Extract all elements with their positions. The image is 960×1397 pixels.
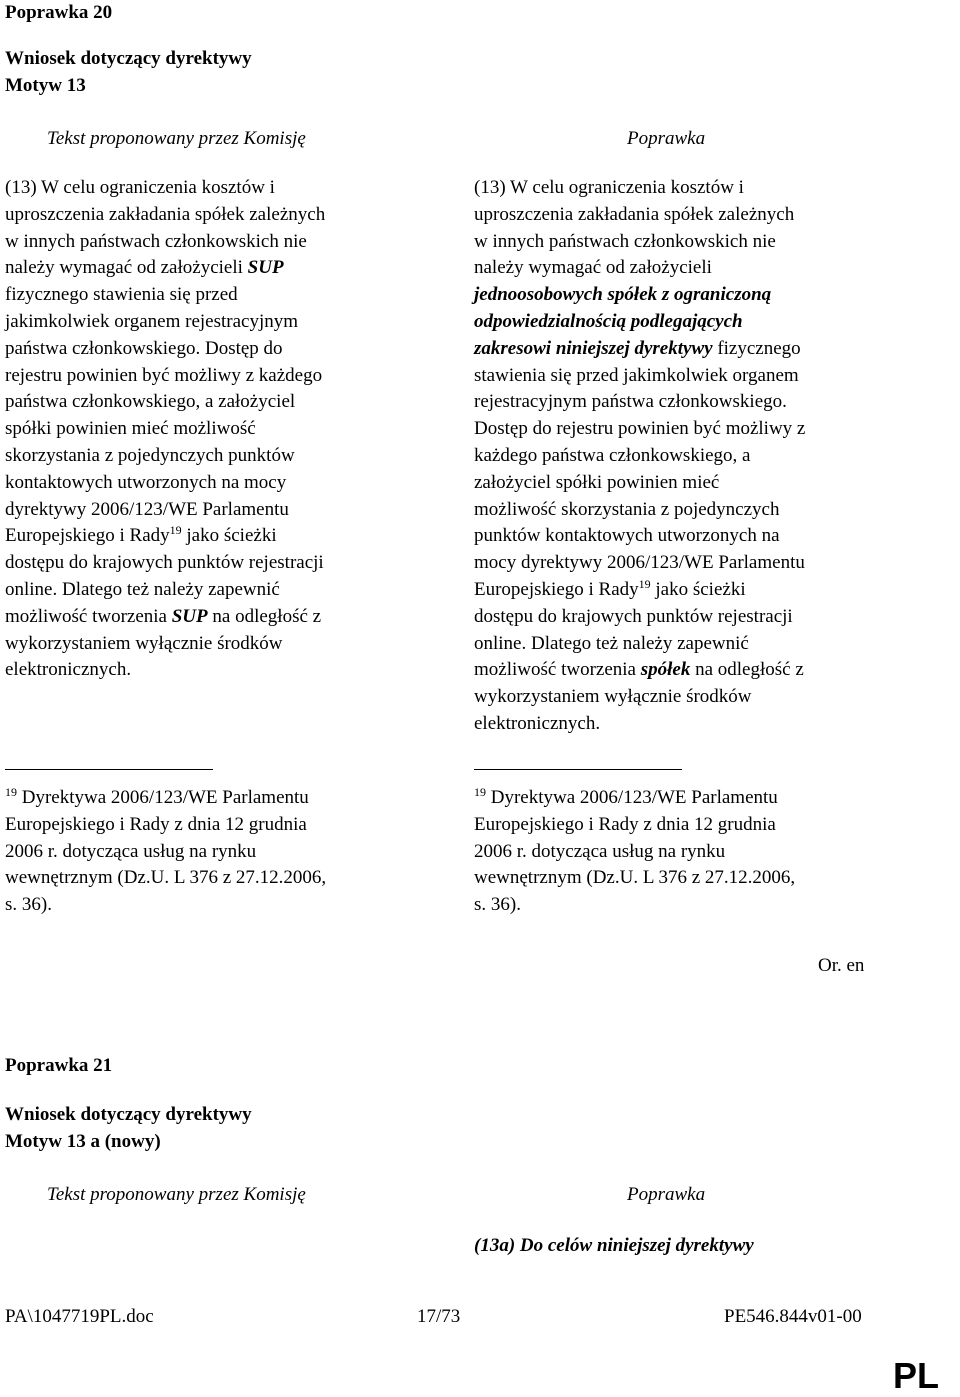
right-column-header: Poprawka	[627, 1184, 706, 1205]
document-reference: PA\1047719PL.doc	[5, 1306, 154, 1327]
text-line: możliwość skorzystania z pojedynczych	[474, 498, 780, 520]
text-line: elektronicznych.	[474, 712, 601, 734]
text-line: w innych państwach członkowskich nie	[474, 230, 776, 252]
text-line: rejestracyjnym państwa członkowskiego.	[474, 391, 787, 413]
footnote-line	[474, 785, 795, 812]
text-span: Dyrektywa 2006/123/WE Parlamentu	[486, 787, 778, 808]
text-line: (13) W celu ograniczenia kosztów i	[5, 177, 275, 198]
text-line: jednoosobowych spółek z ograniczoną	[474, 284, 772, 306]
text-span: Europejskiego i Rady	[474, 578, 639, 600]
text-line: dostępu do krajowych punktów rejestracji	[5, 552, 324, 574]
text-line: elektronicznych.	[5, 659, 132, 681]
text-line: uproszczenia zakładania spółek zależnych	[5, 203, 326, 225]
left-column-header: Tekst proponowany przez Komisję	[47, 128, 306, 149]
pe-reference: PE546.844v01-00	[724, 1306, 862, 1327]
language-code: PL	[893, 1355, 940, 1396]
footnote-ref[interactable]: 19	[638, 576, 651, 591]
text-line: wykorzystaniem wyłącznie środków	[5, 632, 283, 654]
text-span: jako ścieżki	[181, 525, 277, 547]
text-line: rejestru powinien być możliwy z każdego	[5, 364, 323, 386]
footnote-ref[interactable]: 19	[169, 523, 182, 538]
amendment-text	[474, 175, 805, 738]
footnote-line: 2006 r. dotycząca usług na rynku	[5, 840, 257, 862]
footnote-line	[5, 785, 326, 812]
footnote	[5, 785, 326, 919]
page-number: 17/73	[417, 1306, 461, 1327]
text-line: w innych państwach członkowskich nie	[5, 230, 307, 252]
text-line: (13) W celu ograniczenia kosztów i	[474, 177, 744, 198]
text-line: odpowiedzialnością podlegających	[474, 310, 743, 332]
text-span: jako ścieżki	[650, 578, 746, 600]
text-line	[5, 255, 325, 282]
text-line: punktów kontaktowych utworzonych na	[474, 525, 780, 547]
footnote	[474, 785, 795, 919]
text-line: fizycznego stawienia się przed	[5, 284, 238, 306]
emphasis-span: SUP	[247, 257, 284, 279]
text-line	[474, 577, 805, 604]
text-span: Dyrektywa 2006/123/WE Parlamentu	[17, 787, 309, 808]
footnote-line: 2006 r. dotycząca usług na rynku	[474, 840, 726, 862]
text-line: każdego państwa członkowskiego, a	[474, 444, 751, 466]
text-line: Dostęp do rejestru powinien być możliwy z	[474, 418, 806, 440]
text-line: skorzystania z pojedynczych punktów	[5, 444, 295, 466]
text-line: dostępu do krajowych punktów rejestracji	[474, 605, 793, 627]
emphasis-span: zakresowi niniejszej dyrektywy	[474, 337, 713, 359]
text-line: kontaktowych utworzonych na mocy	[5, 471, 287, 493]
emphasis-span: SUP	[171, 605, 208, 627]
text-line: jakimkolwiek organem rejestracyjnym	[5, 310, 299, 332]
footnote-line: s. 36).	[5, 894, 52, 916]
commission-text	[5, 175, 325, 684]
text-line	[5, 523, 325, 550]
left-column-header: Tekst proponowany przez Komisję	[47, 1184, 306, 1205]
text-span: na odległość z	[690, 659, 804, 681]
original-language: Or. en	[818, 955, 865, 976]
text-span: możliwość tworzenia	[474, 659, 641, 681]
footnote-number: 19	[5, 785, 17, 799]
recital-label: Motyw 13	[5, 75, 86, 96]
amendment-text: (13a) Do celów niniejszej dyrektywy	[474, 1235, 754, 1256]
text-line	[474, 336, 805, 363]
text-line	[474, 657, 805, 684]
text-span: należy wymagać od założycieli	[5, 257, 248, 279]
recital-label: Motyw 13 a (nowy)	[5, 1131, 161, 1152]
text-line	[5, 604, 325, 631]
footnote-line: Europejskiego i Rady z dnia 12 grudnia	[474, 813, 776, 835]
footnote-line: wewnętrznym (Dz.U. L 376 z 27.12.2006,	[474, 867, 796, 889]
proposal-label: Wniosek dotyczący dyrektywy	[5, 48, 252, 69]
emphasis-span: spółek	[640, 659, 691, 681]
text-line: założyciel spółki powinien mieć	[474, 471, 720, 493]
text-span: możliwość tworzenia	[5, 605, 172, 627]
footnote-separator	[5, 769, 213, 770]
text-span: na odległość z	[207, 605, 322, 627]
footnote-separator	[474, 769, 682, 770]
proposal-label: Wniosek dotyczący dyrektywy	[5, 1104, 252, 1125]
text-line: online. Dlatego też należy zapewnić	[5, 578, 280, 600]
footnote-line: Europejskiego i Rady z dnia 12 grudnia	[5, 813, 307, 835]
text-line: wykorzystaniem wyłącznie środków	[474, 686, 752, 708]
footnote-line: s. 36).	[474, 894, 521, 916]
text-line: dyrektywy 2006/123/WE Parlamentu	[5, 498, 289, 520]
text-line: należy wymagać od założycieli	[474, 257, 712, 279]
text-span: fizycznego	[712, 337, 801, 359]
text-line: online. Dlatego też należy zapewnić	[474, 632, 749, 654]
text-line: mocy dyrektywy 2006/123/WE Parlamentu	[474, 552, 805, 574]
text-line: państwa członkowskiego, a założyciel	[5, 391, 296, 413]
right-column-header: Poprawka	[627, 128, 706, 149]
footnote-line: wewnętrznym (Dz.U. L 376 z 27.12.2006,	[5, 867, 327, 889]
footnote-number: 19	[474, 785, 486, 799]
text-line: spółki powinien mieć możliwość	[5, 418, 256, 440]
amendment-heading: Poprawka 20	[5, 2, 113, 23]
text-span: Europejskiego i Rady	[5, 525, 170, 547]
text-line: stawienia się przed jakimkolwiek organem	[474, 364, 799, 386]
amendment-heading: Poprawka 21	[5, 1055, 113, 1076]
text-line: uproszczenia zakładania spółek zależnych	[474, 203, 795, 225]
text-line: państwa członkowskiego. Dostęp do	[5, 337, 283, 359]
